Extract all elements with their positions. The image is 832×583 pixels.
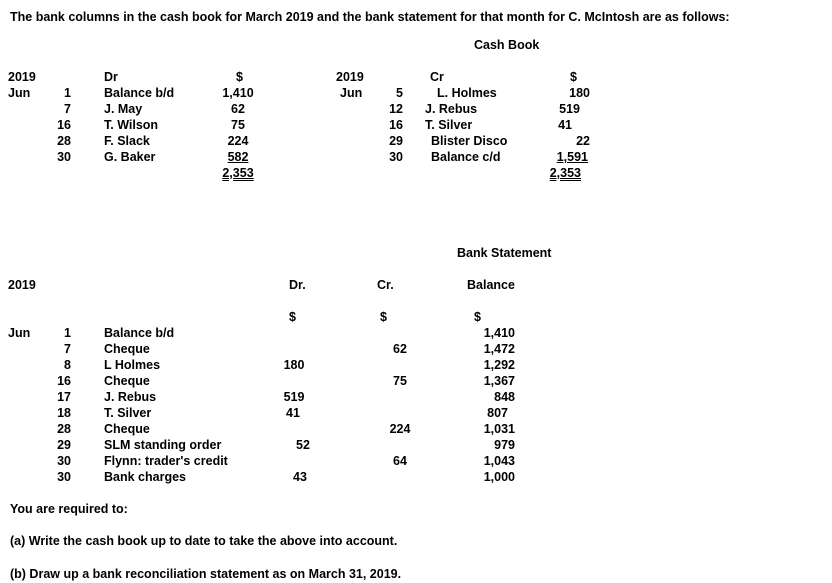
bank-statement-detail: Balance b/d <box>104 326 175 340</box>
bank-statement-currency-balance: $ <box>474 310 481 324</box>
bank-statement-cr-value: 64 <box>393 454 407 468</box>
bank-statement-year: 2019 <box>8 278 36 292</box>
bank-statement-cr-value <box>380 405 420 421</box>
cash-book-dr-day: 7 <box>64 102 71 116</box>
cash-book-dr-detail: J. May <box>104 102 143 116</box>
bank-statement-dr-value: 43 <box>293 470 307 484</box>
bank-statement-day: 18 <box>57 406 71 420</box>
bank-statement-cr-value <box>380 357 420 373</box>
bank-statement-month: Jun <box>8 326 31 340</box>
bank-statement-header-cr: Cr. <box>377 278 394 292</box>
cash-book-cr-details <box>425 85 507 165</box>
bank-statement-dr-value <box>283 453 323 469</box>
cash-book-dr-month: Jun <box>8 86 31 100</box>
bank-statement-cr-column <box>380 325 420 485</box>
cash-book-dr-day: 28 <box>57 134 71 148</box>
bank-statement-balance-value: 1,292 <box>483 358 515 372</box>
bank-statement-dr-value <box>283 421 323 437</box>
cash-book-cr-amount: 180 <box>569 86 590 100</box>
bank-statement-dr-value: 52 <box>296 438 310 452</box>
tasks-intro: You are required to: <box>10 502 128 516</box>
cash-book-dr-details <box>104 85 174 165</box>
cash-book-dr-days <box>40 85 71 165</box>
bank-statement-dr-value: 180 <box>283 358 305 372</box>
cash-book-cr-detail: Balance c/d <box>431 150 501 164</box>
cash-book-cr-day: 12 <box>389 102 403 116</box>
cash-book-cr-last-amount: 1,591 <box>556 150 588 164</box>
bank-statement-details <box>104 325 228 485</box>
cash-book-dr-currency: $ <box>236 70 243 84</box>
cash-book-cr-amounts <box>540 85 590 181</box>
cash-book-cr-detail: L. Holmes <box>437 86 497 100</box>
bank-statement-cr-value: 62 <box>393 342 407 356</box>
bank-statement-day: 17 <box>57 390 71 404</box>
cash-book-cr-day: 5 <box>396 86 403 100</box>
bank-statement-balance-value: 1,043 <box>483 454 515 468</box>
cash-book-dr-detail: T. Wilson <box>104 118 159 132</box>
bank-statement-balance-value: 1,367 <box>483 374 515 388</box>
cash-book-dr-amount: 75 <box>231 118 245 132</box>
bank-statement-day: 16 <box>57 374 71 388</box>
bank-statement-balance-value: 807 <box>487 406 508 420</box>
cash-book-cr-amount: 519 <box>559 102 580 116</box>
top-border <box>0 0 832 3</box>
bank-statement-detail: Cheque <box>104 374 150 388</box>
cash-book-dr-label: Dr <box>104 70 118 84</box>
bank-statement-balance-column <box>470 325 515 485</box>
bank-statement-detail: L Holmes <box>104 358 161 372</box>
cash-book-dr-day: 16 <box>57 118 71 132</box>
cash-book-cr-days <box>376 85 403 165</box>
cash-book-cr-detail: J. Rebus <box>425 102 478 116</box>
bank-statement-title: Bank Statement <box>457 246 552 260</box>
bank-statement-balance-value: 1,410 <box>483 326 515 340</box>
cash-book-dr-amount: 1,410 <box>222 86 254 100</box>
cash-book-dr-year: 2019 <box>8 70 36 84</box>
bank-statement-header-balance: Balance <box>467 278 515 292</box>
bank-statement-currency-cr: $ <box>380 310 387 324</box>
bank-statement-balance-value: 1,031 <box>483 422 515 436</box>
bank-statement-day: 8 <box>64 358 71 372</box>
cash-book-dr-detail: Balance b/d <box>104 86 175 100</box>
bank-statement-header-dr: Dr. <box>289 278 306 292</box>
task-a: (a) Write the cash book up to date to take the above into account. <box>10 534 398 548</box>
cash-book-cr-total-row <box>540 165 590 181</box>
cash-book-dr-amount <box>213 149 263 165</box>
bank-statement-day: 30 <box>57 454 71 468</box>
cash-book-dr-total: 2,353 <box>222 166 254 180</box>
cash-book-dr-day: 1 <box>64 86 71 100</box>
bank-statement-dr-value <box>283 373 323 389</box>
bank-statement-cr-value <box>380 325 420 341</box>
cash-book-cr-year: 2019 <box>336 70 364 84</box>
bank-statement-day: 30 <box>57 470 71 484</box>
bank-statement-day: 7 <box>64 342 71 356</box>
cash-book-cr-currency: $ <box>570 70 577 84</box>
cash-book-dr-total-row <box>213 165 263 181</box>
cash-book-dr-amount: 62 <box>231 102 245 116</box>
bank-statement-day: 29 <box>57 438 71 452</box>
cash-book-cr-amount <box>540 149 590 165</box>
bank-statement-detail: Cheque <box>104 342 150 356</box>
cash-book-dr-detail: F. Slack <box>104 134 150 148</box>
bank-statement-cr-value: 224 <box>389 422 411 436</box>
bank-statement-detail: T. Silver <box>104 406 152 420</box>
bank-statement-detail: Flynn: trader's credit <box>104 454 228 468</box>
cash-book-cr-label: Cr <box>430 70 444 84</box>
bank-statement-cr-value: 75 <box>393 374 407 388</box>
cash-book-title: Cash Book <box>474 38 540 52</box>
bank-statement-currency-dr: $ <box>289 310 296 324</box>
bank-statement-balance-value: 1,472 <box>483 342 515 356</box>
cash-book-cr-month: Jun <box>340 86 363 100</box>
bank-statement-dr-value <box>283 341 323 357</box>
cash-book-dr-amount: 224 <box>227 134 249 148</box>
bank-statement-detail: SLM standing order <box>104 438 222 452</box>
bank-statement-detail: Bank charges <box>104 470 186 484</box>
cash-book-cr-amount: 41 <box>558 118 572 132</box>
cash-book-cr-day: 30 <box>389 150 403 164</box>
cash-book-cr-total: 2,353 <box>549 166 581 180</box>
bank-statement-day: 1 <box>64 326 71 340</box>
bank-statement-balance-value: 848 <box>494 390 515 404</box>
bank-statement-dr-column <box>283 325 323 485</box>
bank-statement-dr-value: 519 <box>283 390 305 404</box>
cash-book-cr-day: 16 <box>389 118 403 132</box>
cash-book-dr-detail: G. Baker <box>104 150 156 164</box>
bank-statement-dr-value: 41 <box>286 406 300 420</box>
bank-statement-day: 28 <box>57 422 71 436</box>
cash-book-dr-last-amount: 582 <box>227 150 249 164</box>
bank-statement-cr-value <box>380 437 420 453</box>
cash-book-cr-day: 29 <box>389 134 403 148</box>
bank-statement-cr-value <box>380 469 420 485</box>
cash-book-cr-detail: Blister Disco <box>431 134 508 148</box>
bank-statement-detail: Cheque <box>104 422 150 436</box>
bank-statement-detail: J. Rebus <box>104 390 157 404</box>
bank-statement-cr-value <box>380 389 420 405</box>
cash-book-dr-day: 30 <box>57 150 71 164</box>
intro-text: The bank columns in the cash book for March 2019 and the bank statement for that month for C. McIntosh are as follows: <box>10 10 730 24</box>
cash-book-cr-amount: 22 <box>576 134 590 148</box>
bank-statement-balance-value: 1,000 <box>483 470 515 484</box>
cash-book-dr-amounts <box>213 85 263 181</box>
cash-book-cr-detail: T. Silver <box>425 118 473 132</box>
bank-statement-dr-value <box>283 325 323 341</box>
task-b: (b) Draw up a bank reconciliation statement as on March 31, 2019. <box>10 567 402 581</box>
bank-statement-balance-value: 979 <box>494 438 515 452</box>
bank-statement-days <box>44 325 71 485</box>
